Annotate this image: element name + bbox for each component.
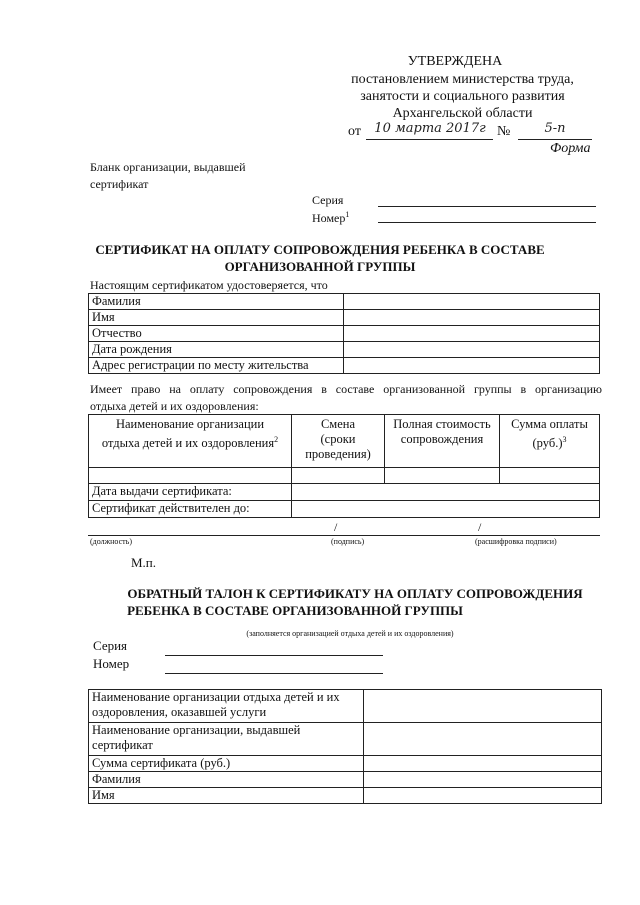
coupon-row-label: Наименование организации, выдавшей сертификат [89,723,364,756]
blank-line1: Бланк организации, выдавшей [90,160,246,174]
coupon-table [88,689,602,804]
approval-date-prefix: от [348,124,361,139]
coupon-series-label: Серия [93,638,128,653]
row-value [344,358,600,374]
coupon-row-label: Имя [89,788,364,804]
certificate-intro: Настоящим сертификатом удостоверяется, что [90,278,328,292]
approval-line1: постановлением министерства труда, [351,72,574,87]
coupon-title-line1: ОБРАТНЫЙ ТАЛОН К СЕРТИФИКАТУ НА ОПЛАТУ СОПРОВОЖДЕНИЯ [127,586,583,601]
right-text-line2: отдыха детей и их оздоровления: [90,399,259,413]
table-row [89,310,600,326]
sig-decode-caption: (расшифровка подписи) [475,537,557,546]
number-label: Номер$^1$ [312,210,350,225]
column-header-cost: Полная стоимость сопровождения [385,415,500,468]
approval-line2: занятости и социального развития [360,89,565,104]
coupon-row-label: Наименование организации отдыха детей и их оздоровления, оказавшей услуги [89,690,364,723]
signature-slash-1: / [334,520,338,534]
row-label: Дата рождения [89,342,344,358]
cell-organization [89,468,292,484]
table-row [89,294,600,310]
signature-line [88,535,600,536]
sig-signature-caption: (подпись) [331,537,365,546]
table-row [89,723,602,756]
table-row [89,484,600,501]
issue-date-value [292,484,600,501]
coupon-row-value [364,723,602,756]
table-row [89,772,602,788]
table-header-row [89,415,600,468]
sig-position-caption: (должность) [90,537,132,546]
coupon-row-value [364,690,602,723]
valid-until-value [292,501,600,518]
cell-shift [292,468,385,484]
row-value [344,326,600,342]
row-label: Имя [89,310,344,326]
approval-date-value: 10 марта 2017г [374,121,486,136]
stamp-label: М.п. [131,555,157,570]
table-row [89,501,600,518]
table-row [89,468,600,484]
signature-slash-2: / [478,520,482,534]
coupon-row-value [364,756,602,772]
coupon-title-line2: РЕБЕНКА В СОСТАВЕ ОРГАНИЗОВАННОЙ ГРУППЫ [127,603,463,618]
table-row [89,788,602,804]
approval-title: УТВЕРЖДЕНА [407,54,503,69]
table-row [89,326,600,342]
blank-line2: сертификат [90,177,149,191]
valid-until-label: Сертификат действителен до: [89,501,292,518]
approval-number-underline [518,139,592,140]
certificate-title-line1: СЕРТИФИКАТ НА ОПЛАТУ СОПРОВОЖДЕНИЯ РЕБЕНКА В СОСТАВЕ [95,242,545,257]
coupon-row-value [364,772,602,788]
coupon-series-line [165,655,383,656]
approval-line3: Архангельской области [392,106,533,121]
form-label: Форма [550,141,591,156]
column-header-sum: Сумма оплаты $(руб.)^3$ [500,415,600,468]
row-value [344,294,600,310]
table-row [89,342,600,358]
table-row [89,756,602,772]
column-header-shift: Смена (сроки проведения) [292,415,385,468]
series-line [378,206,596,207]
row-label: Фамилия [89,294,344,310]
row-value [344,342,600,358]
series-label: Серия [312,193,344,207]
coupon-row-value [364,788,602,804]
right-text-line1: Имеет право на оплату сопровождения в составе организованной группы в организацию [90,382,602,396]
coupon-number-line [165,673,383,674]
issue-date-label: Дата выдачи сертификата: [89,484,292,501]
coupon-row-label: Сумма сертификата (руб.) [89,756,364,772]
table-row [89,690,602,723]
row-value [344,310,600,326]
coupon-note: (заполняется организацией отдыха детей и их оздоровления) [246,629,454,638]
coupon-number-label: Номер [93,656,130,671]
approval-number-value: 5-п [544,121,566,136]
column-header-organization: Наименование организации отдыха детей и их оздоровления$^2$ [89,415,292,468]
row-label: Адрес регистрации по месту жительства [89,358,344,374]
number-line [378,222,596,223]
organization-table [88,414,600,518]
cell-sum [500,468,600,484]
approval-date-underline [366,139,493,140]
coupon-row-label: Фамилия [89,772,364,788]
person-table [88,293,600,374]
approval-number-prefix: № [497,124,511,139]
row-label: Отчество [89,326,344,342]
table-row [89,358,600,374]
certificate-title-line2: ОРГАНИЗОВАННОЙ ГРУППЫ [224,259,416,274]
cell-cost [385,468,500,484]
